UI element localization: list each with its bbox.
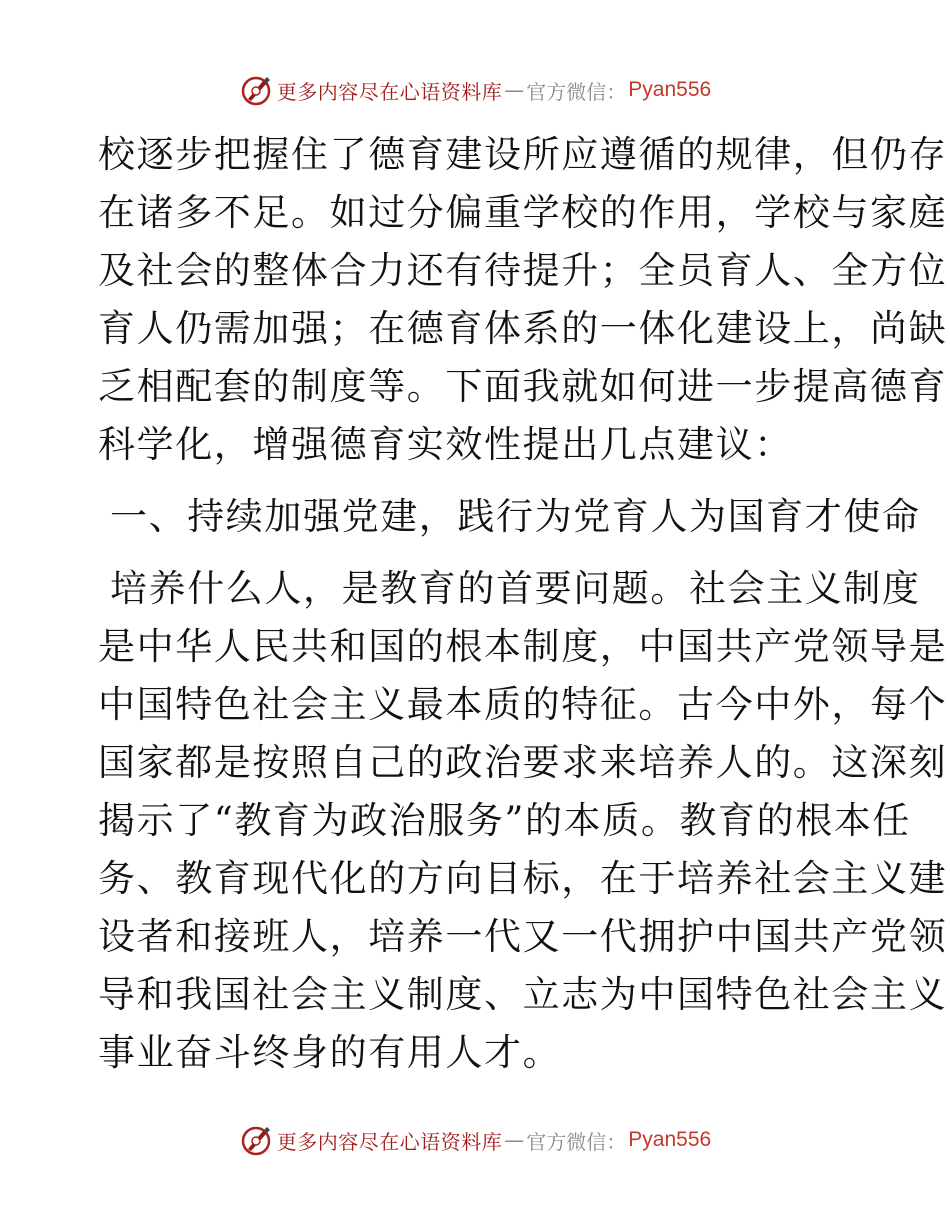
- text-line: 乏相配套的制度等。下面我就如何进一步提高德育: [98, 365, 948, 408]
- text-line: 科学化，增强德育实效性提出几点建议：: [98, 423, 793, 466]
- text-line: 培养什么人，是教育的首要问题。社会主义制度: [110, 567, 921, 610]
- watermark-wechat-id: Pyan556: [628, 78, 712, 101]
- watermark-separator: —: [504, 1128, 525, 1152]
- pen-logo-icon: [239, 1123, 273, 1157]
- section-heading: 一、持续加强党建，践行为党育人为国育才使命: [110, 495, 921, 538]
- text-line: 是中华人民共和国的根本制度，中国共产党领导是: [98, 625, 948, 668]
- document-body: [98, 126, 948, 1082]
- text-line: 务、教育现代化的方向目标，在于培养社会主义建: [98, 857, 948, 900]
- text-line: 揭示了“教育为政治服务”的本质。教育的根本任: [98, 799, 912, 842]
- footer-watermark: [0, 1120, 950, 1160]
- watermark-wechat-label: 官方微信：: [526, 1129, 627, 1154]
- pen-logo-icon: [239, 73, 273, 107]
- watermark-main-text: 更多内容尽在心语资料库: [276, 1129, 503, 1154]
- text-line: 导和我国社会主义制度、立志为中国特色社会主义: [98, 973, 948, 1016]
- text-line: 校逐步把握住了德育建设所应遵循的规律，但仍存: [98, 133, 948, 176]
- text-line: 及社会的整体合力还有待提升；全员育人、全方位: [98, 249, 948, 292]
- paragraph-1: [98, 126, 948, 474]
- text-line: 在诸多不足。如过分偏重学校的作用，学校与家庭: [98, 191, 948, 234]
- text-line: 中国特色社会主义最本质的特征。古今中外，每个: [98, 683, 948, 726]
- text-line: 设者和接班人，培养一代又一代拥护中国共产党领: [98, 915, 948, 958]
- watermark-wechat-label: 官方微信：: [526, 79, 627, 104]
- watermark-wechat-id: Pyan556: [628, 1128, 712, 1151]
- watermark-main-text: 更多内容尽在心语资料库: [276, 79, 503, 104]
- paragraph-2: [98, 560, 948, 1082]
- watermark-separator: —: [504, 78, 525, 102]
- text-line: 事业奋斗终身的有用人才。: [98, 1031, 562, 1074]
- text-line: 国家都是按照自己的政治要求来培养人的。这深刻: [98, 741, 948, 784]
- header-watermark: [0, 70, 950, 110]
- text-line: 育人仍需加强；在德育体系的一体化建设上，尚缺: [98, 307, 948, 350]
